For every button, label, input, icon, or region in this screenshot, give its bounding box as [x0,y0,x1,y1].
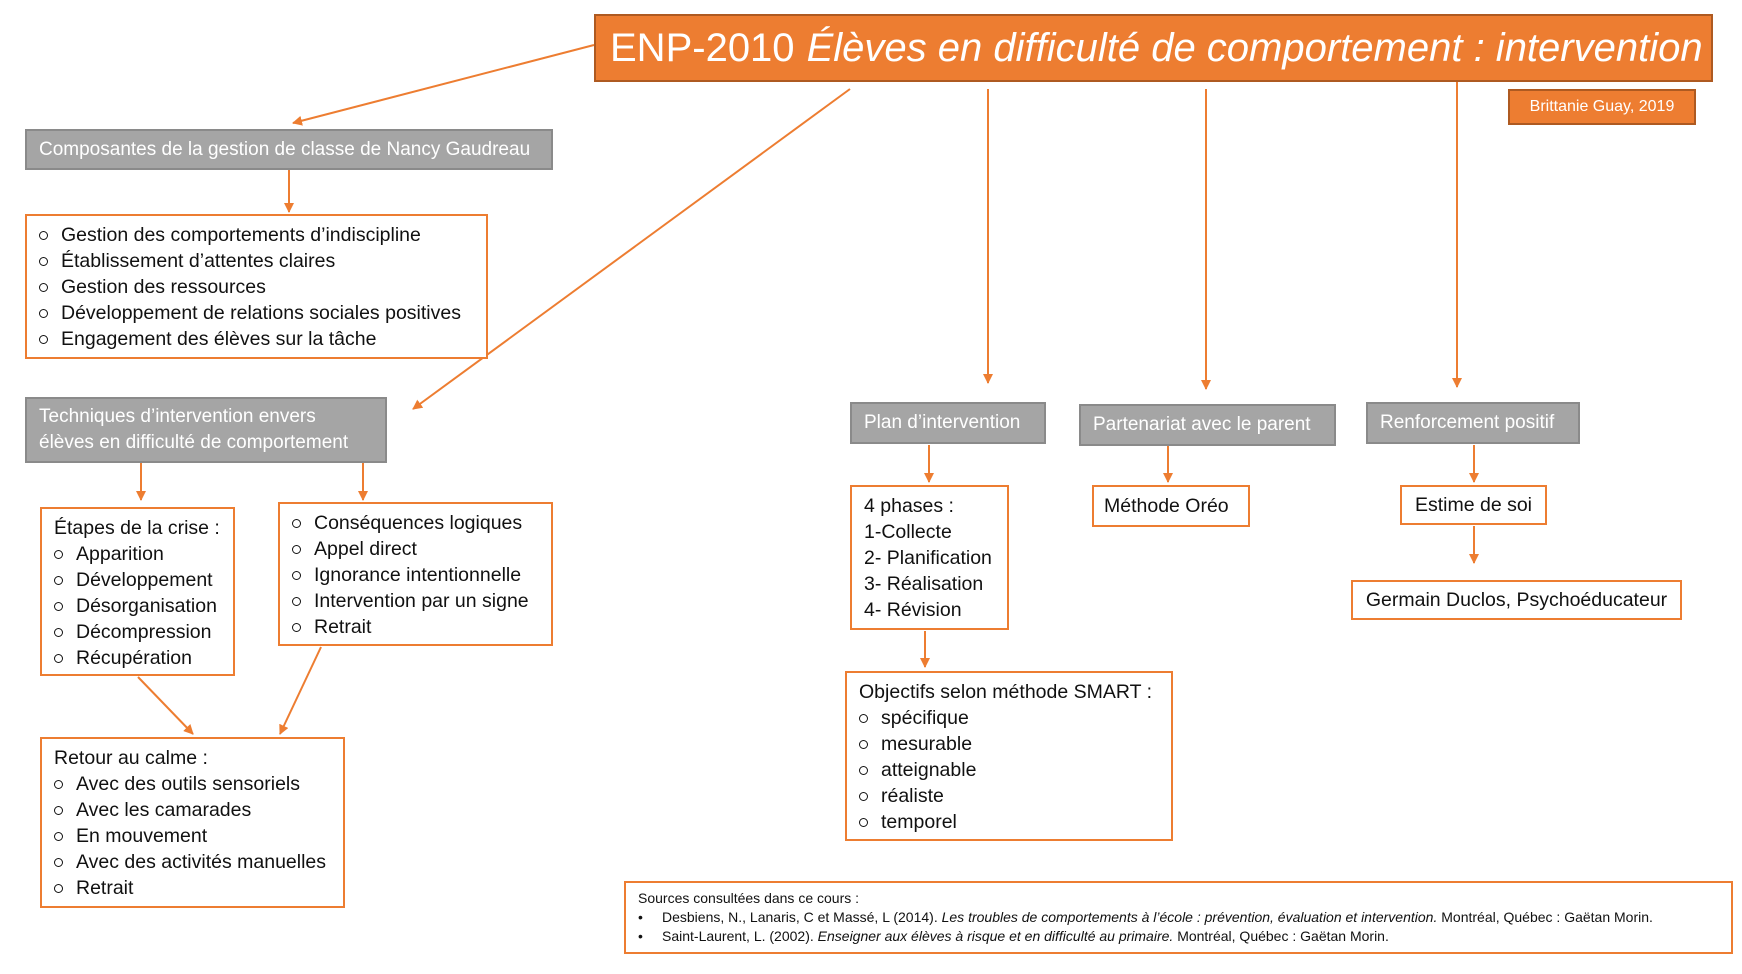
source-item [638,927,1719,946]
list-item: En mouvement [54,823,331,849]
composantes-header: Composantes de la gestion de classe de Nancy Gaudreau [25,129,553,170]
list-item: Conséquences logiques [292,510,539,536]
list-item: Développement [54,567,221,593]
circle-bullet-icon [859,714,868,723]
list-item: temporel [859,809,1159,835]
circle-bullet-icon [54,628,63,637]
list-item: Décompression [54,619,221,645]
phase-line: 1-Collecte [864,521,952,543]
list-item: Récupération [54,645,221,671]
source-publisher: Montréal, Québec : Gaëtan Morin. [1441,909,1653,925]
bullet-dot: • [638,909,643,925]
circle-bullet-icon [54,832,63,841]
source-item [638,908,1719,927]
list-item: Apparition [54,541,221,567]
circle-bullet-icon [54,884,63,893]
oreo-box: Méthode Oréo [1092,485,1250,527]
circle-bullet-icon [39,283,48,292]
duclos-box: Germain Duclos, Psychoéducateur [1351,580,1682,620]
list-item: Engagement des élèves sur la tâche [39,326,474,352]
techniques-header [25,397,387,463]
circle-bullet-icon [39,231,48,240]
bullet-dot: • [638,928,643,944]
circle-bullet-icon [859,766,868,775]
source-title: Enseigner aux élèves à risque et en difficulté au primaire. [817,928,1174,944]
author-badge: Brittanie Guay, 2019 [1508,89,1696,125]
list-item: Retrait [292,614,539,640]
crise-list [54,541,221,671]
crise-box [40,507,235,676]
circle-bullet-icon [54,654,63,663]
list-item: Développement de relations sociales positives [39,300,474,326]
composantes-list-box [25,214,488,359]
list-item: Avec des outils sensoriels [54,771,331,797]
list-item: mesurable [859,731,1159,757]
source-authors: Desbiens, N., Lanaris, C et Massé, L (2014). [662,909,938,925]
circle-bullet-icon [54,858,63,867]
composantes-list [39,222,474,352]
list-item: Retrait [54,875,331,901]
sources-heading: Sources consultées dans ce cours : [638,890,860,906]
list-item: Gestion des comportements d’indiscipline [39,222,474,248]
source-authors: Saint-Laurent, L. (2002). [662,928,814,944]
list-item: Appel direct [292,536,539,562]
smart-box [845,671,1173,841]
consequences-box [278,502,553,646]
circle-bullet-icon [54,576,63,585]
list-item: Intervention par un signe [292,588,539,614]
arrow-consequences-calme [280,647,321,734]
circle-bullet-icon [292,519,301,528]
phases-box [850,485,1009,630]
phase-line: 3- Réalisation [864,573,984,595]
list-item: Désorganisation [54,593,221,619]
list-item: Établissement d’attentes claires [39,248,474,274]
source-title: Les troubles de comportements à l’école : prévention, évaluation et intervention. [941,909,1438,925]
phase-line: 4- Révision [864,599,962,621]
title-italic: Élèves en difficulté de comportement : intervention [806,25,1703,70]
calme-box [40,737,345,908]
list-item: Avec des activités manuelles [54,849,331,875]
phase-line: 2- Planification [864,547,992,569]
title-main: ENP-2010 [610,25,795,70]
circle-bullet-icon [54,550,63,559]
list-item: Ignorance intentionnelle [292,562,539,588]
list-item: réaliste [859,783,1159,809]
techniques-header-line1: Techniques d’intervention envers [39,406,316,427]
arrow-title-composantes [293,45,594,123]
circle-bullet-icon [859,740,868,749]
list-item: spécifique [859,705,1159,731]
calme-title: Retour au calme : [54,747,208,769]
list-item: Gestion des ressources [39,274,474,300]
crise-title: Étapes de la crise : [54,517,220,539]
circle-bullet-icon [54,780,63,789]
list-item: Avec les camarades [54,797,331,823]
circle-bullet-icon [859,818,868,827]
list-item: atteignable [859,757,1159,783]
arrow-crise-calme [138,677,193,734]
circle-bullet-icon [292,597,301,606]
page-title [594,14,1713,82]
circle-bullet-icon [54,806,63,815]
smart-title: Objectifs selon méthode SMART : [859,681,1152,703]
phase-line: 4 phases : [864,495,954,517]
circle-bullet-icon [292,545,301,554]
circle-bullet-icon [39,335,48,344]
source-publisher: Montréal, Québec : Gaëtan Morin. [1177,928,1389,944]
partenariat-header: Partenariat avec le parent [1079,404,1336,446]
techniques-header-line2: élèves en difficulté de comportement [39,432,349,453]
circle-bullet-icon [54,602,63,611]
sources-box [624,881,1733,954]
circle-bullet-icon [39,309,48,318]
calme-list [54,771,331,901]
smart-list [859,705,1159,835]
circle-bullet-icon [292,571,301,580]
plan-header: Plan d’intervention [850,402,1046,444]
consequences-list [292,510,539,640]
circle-bullet-icon [292,623,301,632]
circle-bullet-icon [39,257,48,266]
estime-box: Estime de soi [1400,485,1547,525]
renforcement-header: Renforcement positif [1366,402,1580,444]
circle-bullet-icon [859,792,868,801]
